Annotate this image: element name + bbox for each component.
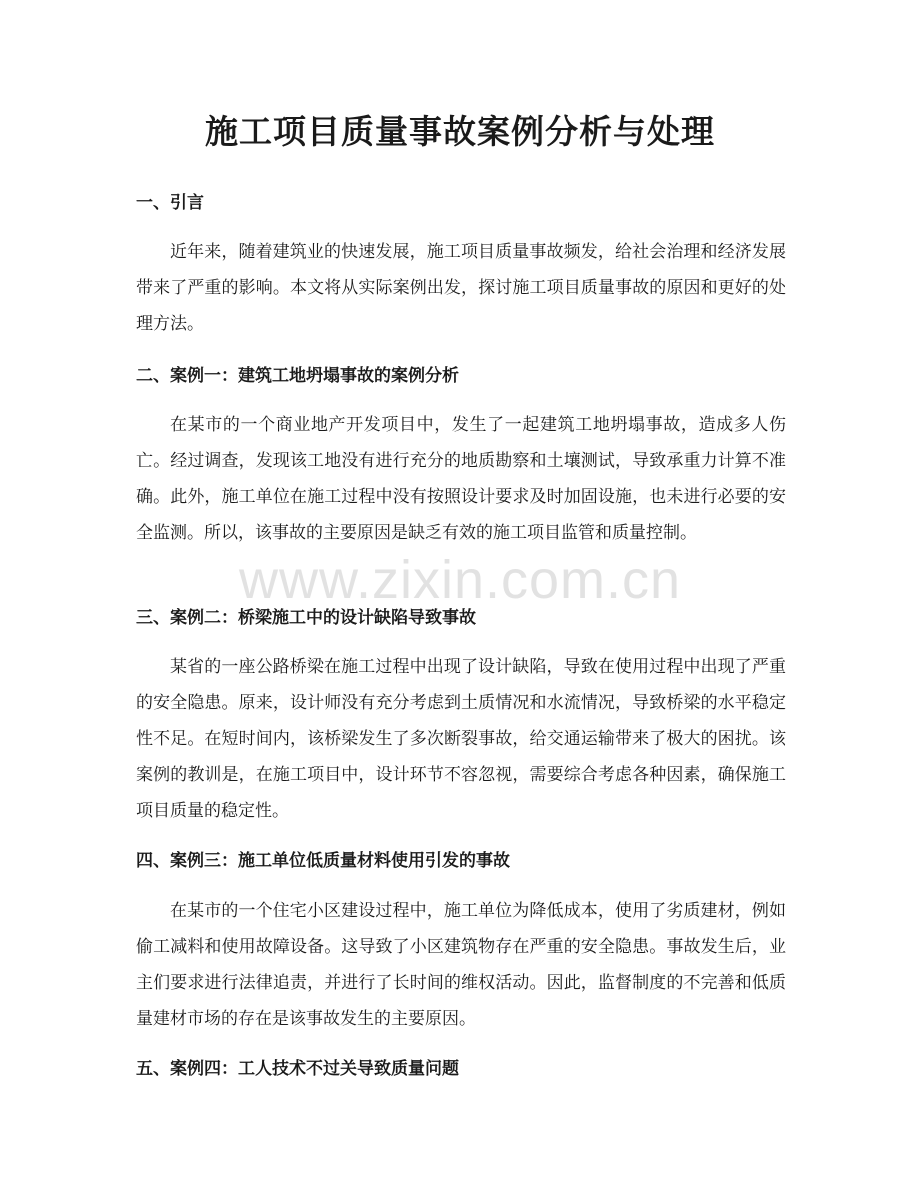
section-heading-case-4: 五、案例四：工人技术不过关导致质量问题 <box>136 1059 459 1079</box>
section-paragraph-case-2: 某省的一座公路桥梁在施工过程中出现了设计缺陷，导致在使用过程中出现了严重的安全隐患。原来，设计师没有充分考虑到土质情况和水流情况，导致桥梁的水平稳定性不足。在短时间内，该桥梁发生了多次断裂事故，给交通运输带来了极大的困扰。该案例的教训是，在施工项目中，设计环节不容忽视，需要综合考虑各种因素，确保施工项目质量的稳定性。 <box>136 657 786 821</box>
document-title: 施工项目质量事故案例分析与处理 <box>205 112 715 151</box>
watermark: www.zixin.com.cn <box>238 550 682 610</box>
section-paragraph-introduction: 近年来，随着建筑业的快速发展，施工项目质量事故频发，给社会治理和经济发展带来了严重的影响。本文将从实际案例出发，探讨施工项目质量事故的原因和更好的处理方法。 <box>136 242 786 334</box>
section-paragraph-case-1: 在某市的一个商业地产开发项目中，发生了一起建筑工地坍塌事故，造成多人伤亡。经过调查，发现该工地没有进行充分的地质勘察和土壤测试，导致承重力计算不准确。此外，施工单位在施工过程中没有按照设计要求及时加固设施，也未进行必要的安全监测。所以，该事故的主要原因是缺乏有效的施工项目监管和质量控制。 <box>136 415 786 543</box>
section-heading-case-1: 二、案例一：建筑工地坍塌事故的案例分析 <box>136 366 459 386</box>
section-heading-case-2: 三、案例二：桥梁施工中的设计缺陷导致事故 <box>136 608 476 628</box>
section-heading-introduction: 一、引言 <box>136 193 204 213</box>
section-heading-case-3: 四、案例三：施工单位低质量材料使用引发的事故 <box>136 851 510 871</box>
section-paragraph-case-3: 在某市的一个住宅小区建设过程中，施工单位为降低成本，使用了劣质建材，例如偷工减料和使用故障设备。这导致了小区建筑物存在严重的安全隐患。事故发生后，业主们要求进行法律追责，并进行了长时间的维权活动。因此，监督制度的不完善和低质量建材市场的存在是该事故发生的主要原因。 <box>136 901 786 1029</box>
